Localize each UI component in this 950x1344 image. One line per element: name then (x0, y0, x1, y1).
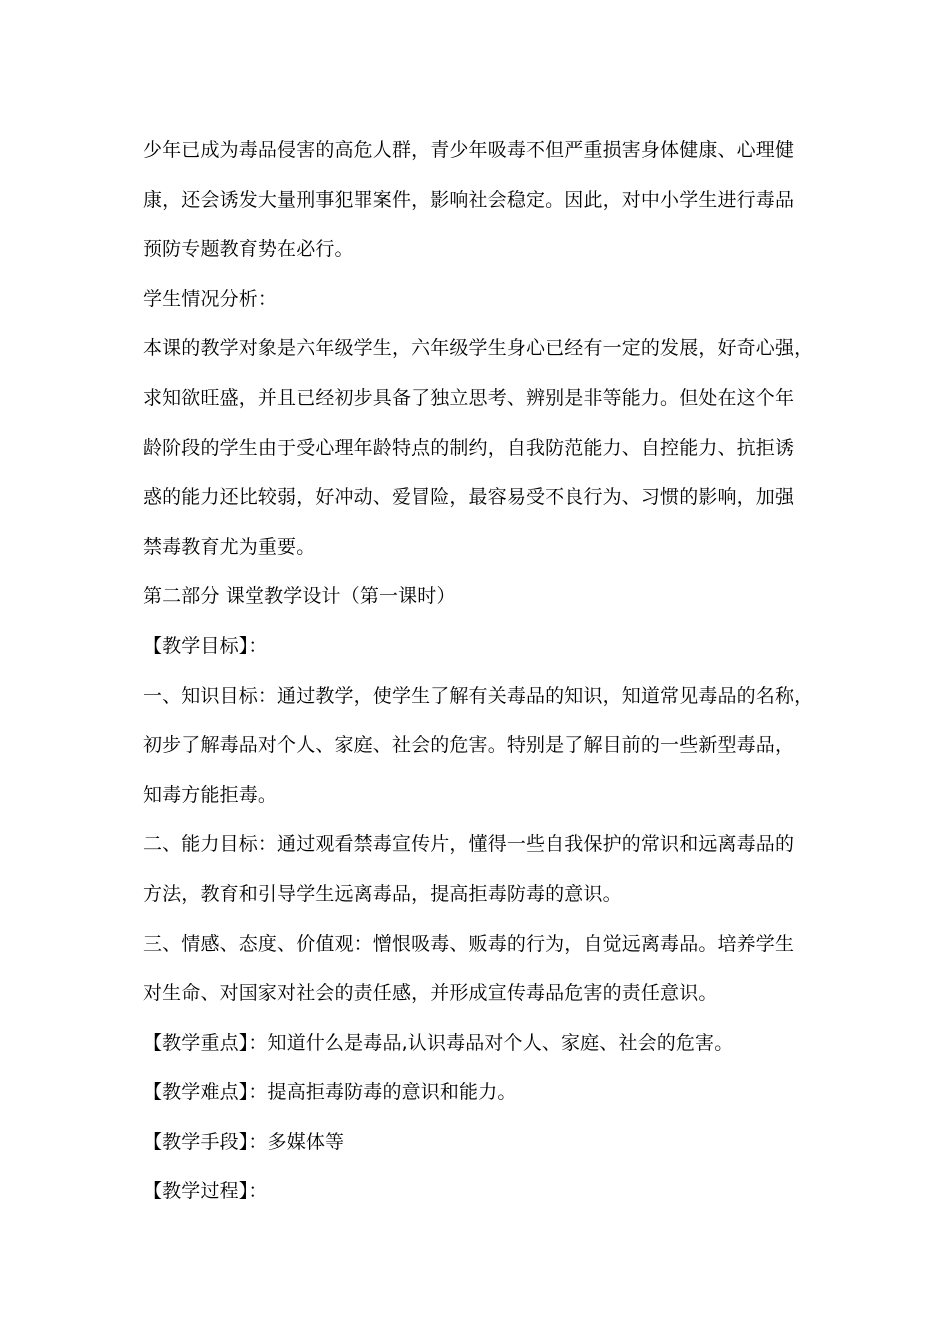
paragraph-line: 本课的教学对象是六年级学生，六年级学生身心已经有一定的发展，好奇心强， (143, 337, 814, 360)
paragraph-line: 【教学手段】：多媒体等 (143, 1130, 345, 1153)
document-body (143, 126, 823, 1217)
paragraph-line: 对生命、对国家对社会的责任感，并形成宣传毒品危害的责任意识。 (143, 982, 718, 1005)
paragraph-line: 求知欲旺盛，并且已经初步具备了独立思考、辨别是非等能力。但处在这个年 (143, 386, 795, 409)
paragraph-line: 知毒方能拒毒。 (143, 783, 278, 806)
paragraph-line: 【教学难点】：提高拒毒防毒的意识和能力。 (143, 1081, 517, 1104)
paragraph-line: 预防专题教育势在必行。 (143, 238, 354, 261)
paragraph-line: 少年已成为毒品侵害的高危人群，青少年吸毒不但严重损害身体健康、心理健 (143, 139, 795, 161)
paragraph-line: 禁毒教育尤为重要。 (143, 535, 316, 558)
paragraph-line: 一、知识目标：通过教学，使学生了解有关毒品的知识，知道常见毒品的名称， (143, 684, 814, 707)
section-heading: 学生情况分析： (143, 287, 278, 310)
paragraph-line: 二、能力目标：通过观看禁毒宣传片，懂得一些自我保护的常识和远离毒品的 (143, 833, 795, 856)
section-heading: 【教学目标】： (143, 634, 268, 657)
section-heading: 【教学过程】： (143, 1180, 268, 1203)
paragraph-line: 康，还会诱发大量刑事犯罪案件，影响社会稳定。因此，对中小学生进行毒品 (143, 188, 795, 211)
paragraph-line: 方法，教育和引导学生远离毒品，提高拒毒防毒的意识。 (143, 882, 622, 905)
paragraph-line: 【教学重点】：知道什么是毒品,认识毒品对个人、家庭、社会的危害。 (143, 1031, 734, 1054)
paragraph-line: 龄阶段的学生由于受心理年龄特点的制约，自我防范能力、自控能力、抗拒诱 (143, 436, 795, 459)
paragraph-line: 初步了解毒品对个人、家庭、社会的危害。特别是了解目前的一些新型毒品， (143, 734, 795, 757)
paragraph-line: 惑的能力还比较弱，好冲动、爱冒险，最容易受不良行为、习惯的影响，加强 (143, 486, 795, 509)
paragraph-line: 三、情感、态度、价值观：憎恨吸毒、贩毒的行为，自觉远离毒品。培养学生 (143, 932, 795, 955)
section-heading: 第二部分 课堂教学设计（第一课时） (143, 585, 456, 608)
